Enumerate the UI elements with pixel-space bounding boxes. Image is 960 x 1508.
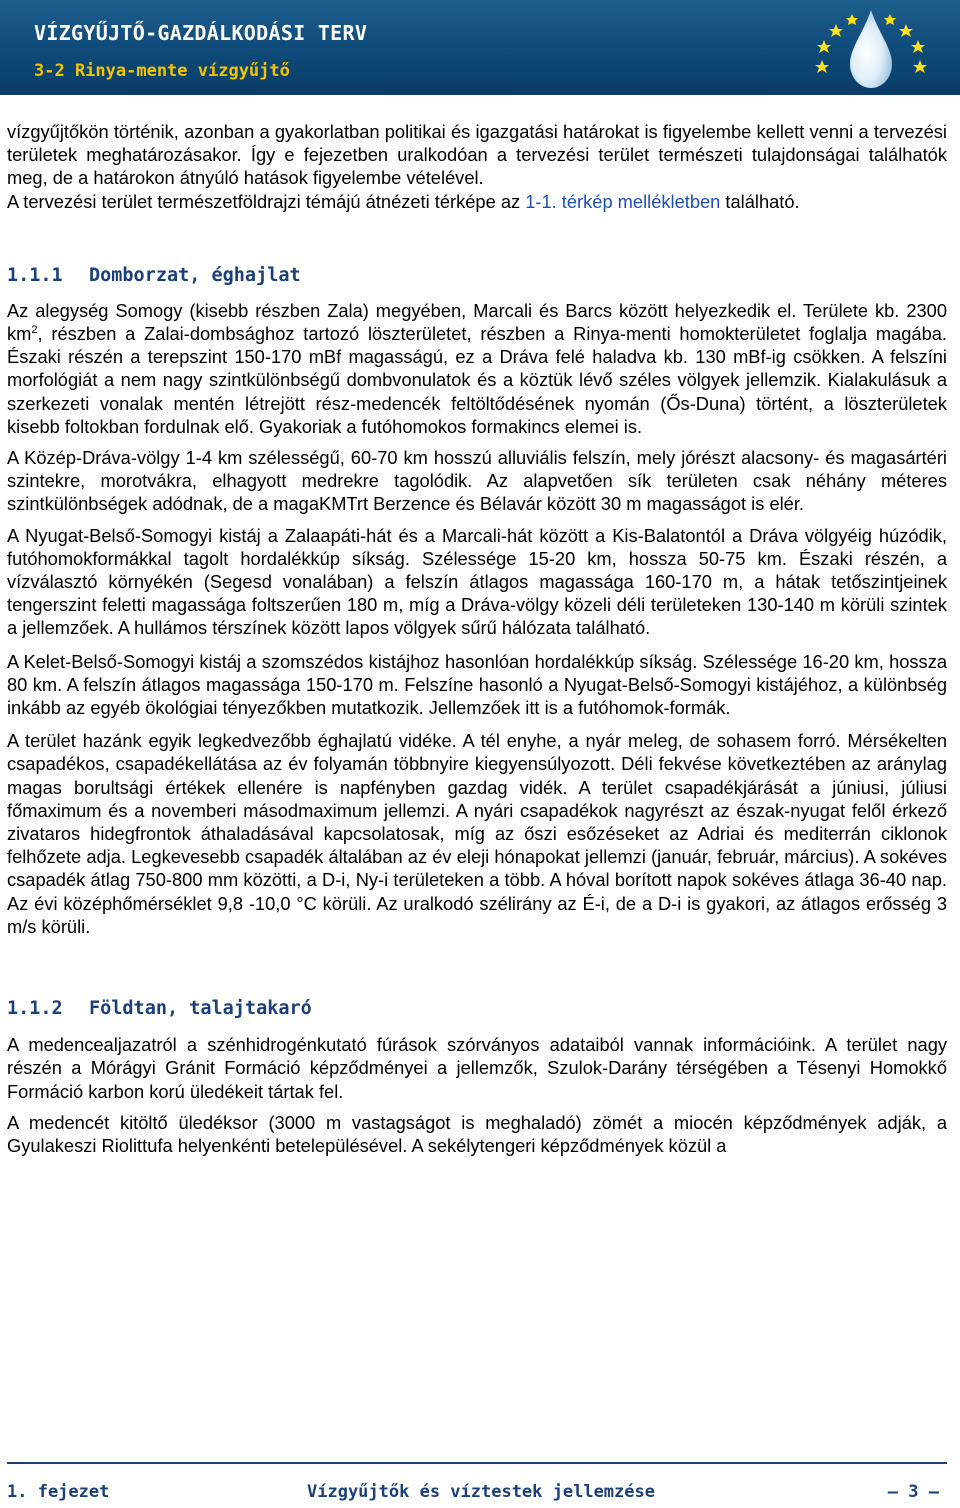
document-header [0,0,960,95]
section-number: 1.1.1 [7,264,63,286]
page-number: — 3 — [887,1482,939,1502]
section-number: 1.1.2 [7,998,63,1020]
intro-map-text-end: található. [720,190,800,212]
paragraph: A medencealjazatról a szénhidrogénkutató fúrások szórványos adataiból vannak információink. A terület nagy részén a Mórágyi Gránit Formáció képződményei a jellemzők, Szulok-Darány térségében a Tésenyi Homokkő Formáció karbon korú üledékeit tártak fel. [7,1034,947,1102]
section-title: Domborzat, éghajlat [89,264,301,286]
footer-chapter: 1. fejezet [7,1482,110,1502]
footer-title: Vízgyűjtők és víztestek jellemzése [307,1482,655,1502]
section-heading-foldtan [7,998,947,1019]
map-appendix-link[interactable]: 1-1. térkép mellékletben [525,190,721,212]
section-heading-domborzat [7,265,947,286]
paragraph-text: Az alegység Somogy (kisebb részben Zala) megyében, Marcali és Barcs között helyezkedik el. Területe kb. 2300 km [7,299,947,345]
paragraph: A Közép-Dráva-völgy 1-4 km szélességű, 60-70 km hosszú alluviális felszín, mely jórészt alacsony- és magasártéri szintekre, morotvákra, elhagyott medrekre tagolódik. Az alapvetően sík területen csak néhány méteres szintkülönbségek adódnak, de a magaKMTrt Berzence és Bélavár között 30 m magasságot is elér. [7,447,947,515]
document-title: VÍZGYŰJTŐ-GAZDÁLKODÁSI TERV [34,21,368,45]
page-footer [7,1462,947,1504]
intro-map-text: A tervezési terület természetföldrajzi témájú átnézeti térképe az [7,190,526,212]
paragraph [7,299,947,438]
paragraph: A terület hazánk egyik legkedvezőbb éghajlatú vidéke. A tél enyhe, a nyár meleg, de sohasem forró. Mérsékelten csapadékos, csapadékellátása az év folyamán többnyire kiegyensúlyozott. Déli fekvése következtében az aránylag magas borultsági értékek ellenére is napfényben gazdag vidék. A terület csapadékjárását a júniusi, júliusi főmaximum és a novemberi másodmaximum jellemzi. A nyári csapadékok nagyrészt az észak-nyugat felől érkező zivataros hidegfrontok áthaladásával kapcsolatosak, míg az őszi esőzéseket az Adriai és mediterrán ciklonok felhőzete adja. Legkevesebb csapadék általában az év eleji hónapokat jellemzi (január, február, március). A sokéves csapadék átlag 750-800 mm közötti, a D-i, Ny-i területeken a több. A hóval borított napok sokéves átlaga 36-40 nap. Az évi középhőmérséklet 9,8 -10,0 °C körüli. Az uralkodó szélirány az É-i, de a D-i is gyakori, az átlagos erősség 3 m/s körüli. [7,730,947,937]
paragraph: A Nyugat-Belső-Somogyi kistáj a Zalaapáti-hát és a Marcali-hát között a Kis-Balatontól a Dráva völgyéig húzódik, futóhomokformákkal tagolt hordalékkúp síkság. Szélessége 15-20 km, hossza 50-75 km. Északi részén, a vízválasztó környékén (Segesd vonalában) a felszín átlagos magassága 160-170 m, a hátak tetőszintjeinek tengerszint feletti magassága foltszerűen 180 m, míg a Dráva-völgy közeli déli területeken 130-140 m körüli szintek a jellemzőek. A hullámos térszínek között lapos völgyek sűrű hálózata található. [7,524,947,639]
superscript: 2 [31,323,38,336]
page-number-value: 3 [908,1482,919,1502]
document-body [7,120,947,1157]
section-title: Földtan, talajtakaró [89,998,312,1020]
paragraph-text: , részben a Zalai-dombsághoz tartozó löszterületet, részben a Rinya-menti homokterületet foglalja magába. Északi részén a terepszint 150-170 mBf magasságú, ez a Dráva felé haladva kb. 130 mBf-ig csökken. A felszíni morfológiát a nem nagy szintkülönbségű dombvonulatok és a köztük lévő széles völgyek jellemzik. Kialakulásuk a szerkezeti vonalak mentén létrejött rész-medencék feltöltődésének nyomán (Ős-Duna) történt, a löszterületek kisebb foltokban fordulnak elő. Gyakoriak a futóhomokos formakincs elemei is. [7,323,947,437]
intro-map-reference [7,190,947,213]
eu-water-drop-stars-logo-icon [786,2,956,94]
document-subtitle: 3-2 Rinya-mente vízgyűjtő [34,61,290,81]
paragraph: A medencét kitöltő üledéksor (3000 m vastagságot is meghaladó) zömét a miocén képződmények adják, a Gyulakeszi Riolittufa helyenkénti betelepülésével. A sekélytengeri képződmények közül a [7,1111,947,1156]
paragraph: A Kelet-Belső-Somogyi kistáj a szomszédos kistájhoz hasonlóan hordalékkúp síkság. Szélessége 16-20 km, hossza 80 km. A felszín átlagos magassága 150-170 m. Felszíne hasonló a Nyugat-Belső-Somogyi kistájéhoz, a különbség inkább az egyéb ökológiai tényezőkben mutatkozik. Jellemzőek itt is a futóhomok-formák. [7,650,947,719]
intro-paragraph: vízgyűjtőkön történik, azonban a gyakorlatban politikai és igazgatási határokat is figyelembe kellett venni a tervezési területek meghatározásakor. Így e fejezetben uralkodóan a tervezési terület természeti tulajdonságai találhatók meg, de a határokon átnyúló hatások figyelembe vételével. [7,121,947,189]
